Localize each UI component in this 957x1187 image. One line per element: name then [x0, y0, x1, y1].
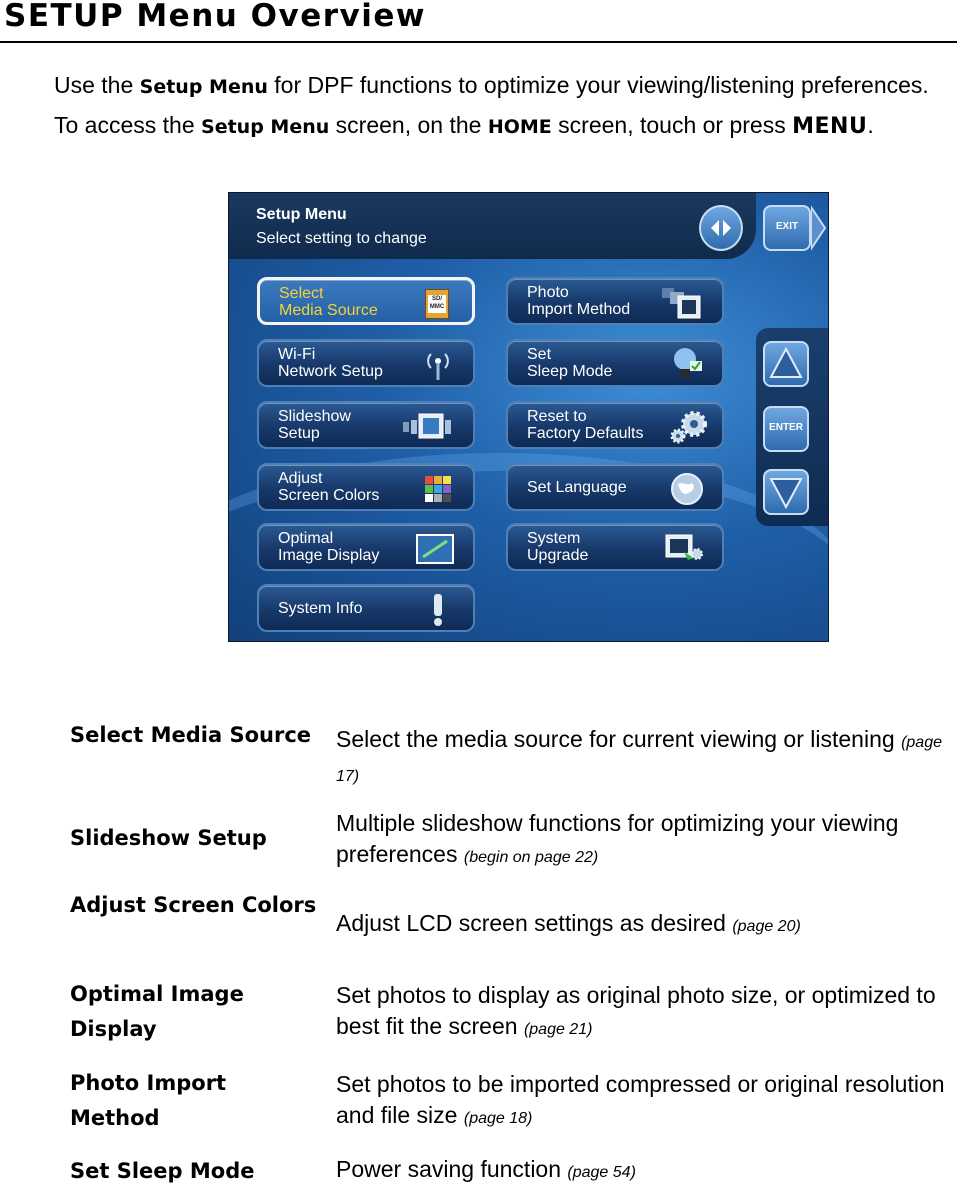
keyword-setup-menu: Setup Menu — [201, 116, 330, 138]
intro-text: . — [867, 112, 874, 138]
page-reference: (page 17) — [336, 734, 942, 785]
definition-term: Slideshow Setup — [70, 826, 267, 850]
description-text: Set photos to display as original photo size, or optimized to best fit the screen — [336, 982, 936, 1039]
menu-label: Select Media Source — [279, 285, 378, 319]
menu-wifi-network-setup[interactable] — [257, 339, 475, 387]
menu-photo-import-method[interactable] — [506, 277, 724, 325]
definition-description — [336, 1069, 951, 1134]
keyword-home: HOME — [487, 116, 552, 138]
menu-label: Set Language — [527, 479, 627, 496]
menu-adjust-screen-colors[interactable] — [257, 463, 475, 511]
wifi-antenna-icon — [421, 348, 455, 382]
keyword-menu: MENU — [792, 114, 868, 139]
description-text: Set photos to be imported compressed or original resolution and file size — [336, 1071, 945, 1128]
page-title: SETUP Menu Overview — [4, 0, 427, 34]
keyword-setup-menu: Setup Menu — [139, 76, 268, 98]
menu-label: Photo Import Method — [527, 284, 631, 318]
exit-button[interactable] — [763, 205, 811, 251]
description-text: Select the media source for current viewing or listening — [336, 726, 902, 752]
menu-label: Reset to Factory Defaults — [527, 408, 644, 442]
title-divider — [0, 41, 957, 43]
definition-term: Optimal Image Display — [70, 982, 244, 1041]
exclamation-icon — [421, 593, 455, 627]
resize-icon — [415, 532, 455, 566]
menu-set-sleep-mode[interactable] — [506, 339, 724, 387]
menu-select-media-source[interactable] — [257, 277, 475, 325]
description-text: Power saving function — [336, 1156, 568, 1182]
menu-system-info[interactable] — [257, 584, 475, 632]
page-reference: (page 21) — [523, 1021, 593, 1038]
menu-label: Wi-Fi Network Setup — [278, 346, 383, 380]
menu-label: Adjust Screen Colors — [278, 470, 380, 504]
page-reference: (page 54) — [567, 1164, 636, 1181]
definition-term: Adjust Screen Colors — [70, 893, 317, 917]
menu-reset-factory-defaults[interactable] — [506, 401, 724, 449]
setup-menu-screenshot — [228, 192, 829, 642]
intro-text: for DPF functions to optimize your viewing/listening preferences. To access the — [54, 72, 929, 138]
definition-term: Set Sleep Mode — [70, 1159, 255, 1183]
screen-header — [229, 193, 756, 259]
enter-label: ENTER — [769, 422, 803, 433]
enter-button[interactable] — [763, 406, 809, 452]
menu-label: Optimal Image Display — [278, 530, 380, 564]
down-arrow-icon — [765, 471, 807, 513]
page-toggle-icon — [701, 208, 741, 248]
intro-text: screen, on the — [329, 112, 488, 138]
exit-label: EXIT — [775, 221, 799, 232]
definition-description — [336, 980, 951, 1045]
definition-term: Select Media Source — [70, 723, 312, 747]
intro-text: Use the — [54, 72, 140, 98]
sd-mmc-card-icon — [420, 287, 454, 321]
exit-arrow-icon — [811, 205, 827, 251]
up-button[interactable] — [763, 341, 809, 387]
sd-mmc-badge: SD/ MMC — [428, 295, 446, 313]
menu-label: Slideshow Setup — [278, 408, 351, 442]
page-toggle-button[interactable] — [699, 205, 743, 251]
menu-set-language[interactable] — [506, 463, 724, 511]
system-upgrade-icon — [664, 532, 704, 566]
light-bulb-icon — [670, 345, 704, 385]
menu-label: System Upgrade — [527, 530, 589, 564]
menu-system-upgrade[interactable] — [506, 523, 724, 571]
screen-header-subtitle: Select setting to change — [256, 230, 427, 247]
screen-header-title: Setup Menu — [256, 206, 347, 223]
color-grid-icon — [421, 472, 455, 506]
menu-slideshow-setup[interactable] — [257, 401, 475, 449]
photo-import-icon — [660, 286, 704, 320]
down-button[interactable] — [763, 469, 809, 515]
definition-description — [336, 908, 951, 942]
intro-paragraph — [54, 66, 957, 146]
description-text: Multiple slideshow functions for optimizing your viewing preferences — [336, 810, 899, 867]
page-reference: (page 20) — [732, 918, 801, 935]
intro-text: screen, touch or press — [551, 112, 793, 138]
up-arrow-icon — [765, 343, 807, 385]
menu-label: Set Sleep Mode — [527, 346, 613, 380]
globe-icon — [670, 472, 704, 506]
gears-icon — [670, 410, 710, 444]
definition-term: Photo Import Method — [70, 1071, 227, 1130]
menu-optimal-image-display[interactable] — [257, 523, 475, 571]
slideshow-frame-icon — [403, 410, 457, 444]
definition-description — [336, 1154, 951, 1187]
definition-description — [336, 808, 951, 873]
page-reference: (page 18) — [463, 1110, 533, 1127]
page-reference: (begin on page 22) — [463, 849, 599, 866]
definition-description — [336, 724, 951, 792]
menu-label: System Info — [278, 600, 363, 617]
description-text: Adjust LCD screen settings as desired — [336, 910, 733, 936]
